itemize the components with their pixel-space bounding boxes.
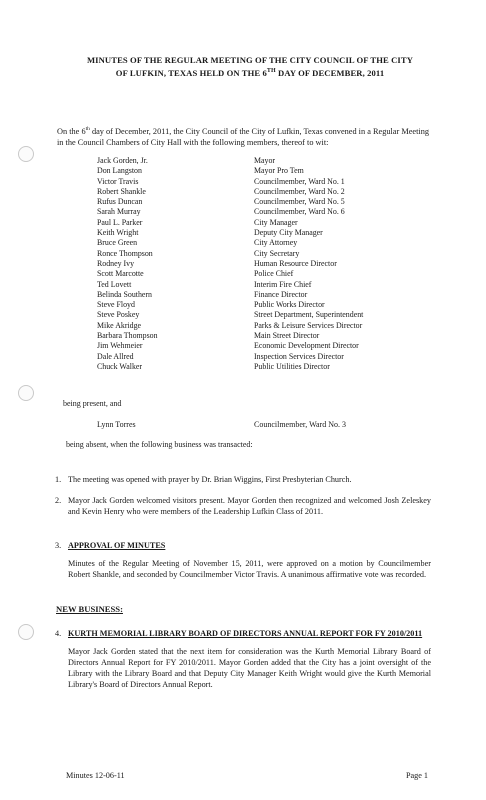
agenda-item-3 (55, 540, 431, 580)
member-title: Interim Fire Chief (254, 279, 312, 289)
item-number: 1. (55, 475, 62, 484)
title-line-1: MINUTES OF THE REGULAR MEETING OF THE CITY COUNCIL OF THE CITY (86, 55, 414, 65)
item-text: Mayor Jack Gorden stated that the next item for consideration was the Kurth Memorial Library Board of Directors Annual Report for FY 2010/2011. Mayor Gorden added that the City has a joint oversight of the Library with the Library Board and that Deputy City Manager Keith Wright would give the Kurth Memorial Library's Board of Directors Annual Report. (68, 647, 431, 689)
title-line-2 (60, 66, 440, 79)
member-name: Don Langston (97, 166, 142, 176)
member-title: Mayor (254, 156, 276, 165)
roster-row (97, 310, 427, 320)
item-text: Mayor Jack Gorden welcomed visitors present. Mayor Gorden then recognized and welcomed Josh Zeleskey and Kevin Henry who were members of the Leadership Lufkin Class of 2011. (68, 496, 431, 516)
member-title: Deputy City Manager (254, 228, 323, 238)
member-name: Keith Wright (97, 228, 139, 238)
item-heading: KURTH MEMORIAL LIBRARY BOARD OF DIRECTORS ANNUAL REPORT FOR FY 2010/2011 (68, 629, 423, 638)
member-title: Main Street Director (254, 331, 320, 341)
item-number: 4. (55, 629, 62, 638)
member-name: Scott Marcotte (97, 269, 144, 279)
item-text: The meeting was opened with prayer by Dr. Brian Wiggins, First Presbyterian Church. (68, 475, 352, 484)
member-title: Human Resource Director (254, 258, 337, 268)
item-heading: APPROVAL OF MINUTES (68, 541, 166, 550)
member-title: City Attorney (254, 238, 298, 248)
item-text: Minutes of the Regular Meeting of November 15, 2011, were approved on a motion by Councilmember Robert Shankle, and seconded by Councilmember Victor Travis. A unanimous affirmative vote was recorded. (68, 559, 431, 579)
agenda-item-4 (55, 628, 431, 690)
member-title: Councilmember, Ward No. 2 (254, 186, 345, 196)
member-name: Belinda Southern (97, 289, 153, 299)
item-number: 3. (55, 541, 62, 550)
roster-row (97, 321, 427, 331)
member-title: Police Chief (254, 269, 294, 279)
member-title: Councilmember, Ward No. 1 (254, 176, 345, 186)
member-name: Robert Shankle (97, 186, 146, 196)
roster-row (97, 187, 427, 197)
document-title (60, 55, 440, 79)
item-number: 2. (55, 496, 62, 505)
member-name: Jack Gorden, Jr. (97, 156, 148, 165)
member-title: City Secretary (254, 248, 300, 258)
new-business-heading: NEW BUSINESS: (56, 604, 123, 614)
title-line-2-sup: TH (266, 68, 276, 74)
roster-row (97, 249, 427, 259)
roster-row (97, 269, 427, 279)
member-title: Councilmember, Ward No. 5 (254, 197, 345, 207)
punch-hole-middle (18, 385, 34, 401)
roster-row (97, 341, 427, 351)
intro-post: day of December, 2011, the City Council of the City of Lufkin, Texas convened in a Regular Meeting in the Council Chambers of City Hall with the following members, thereof to wit: (57, 126, 429, 147)
roster-row (97, 166, 427, 176)
roster-row (97, 238, 427, 248)
member-name: Ted Lovett (97, 279, 132, 289)
member-title: Inspection Services Director (254, 351, 344, 361)
roster-row (97, 177, 427, 187)
roster-row (97, 352, 427, 362)
member-title: Councilmember, Ward No. 6 (254, 207, 345, 217)
member-title: Parks & Leisure Services Director (254, 320, 363, 330)
roster-row (97, 156, 427, 166)
member-name: Barbara Thompson (97, 331, 158, 341)
member-name: Bruce Green (97, 238, 138, 248)
roster-row (97, 218, 427, 228)
member-title: Public Utilities Director (254, 361, 330, 371)
member-name: Rufus Duncan (97, 197, 143, 207)
roster-row (97, 331, 427, 341)
member-name: Chuck Walker (97, 361, 143, 371)
present-label: being present, and (63, 399, 122, 408)
roster-row (97, 280, 427, 290)
member-name: Paul L. Parker (97, 217, 143, 227)
member-name: Steve Floyd (97, 300, 135, 310)
roster-row (97, 197, 427, 207)
member-name: Sarah Murray (97, 207, 141, 217)
agenda-item-1 (55, 474, 431, 485)
roster-row (97, 259, 427, 269)
title-line-2-pre: OF LUFKIN, TEXAS HELD ON THE 6 (115, 67, 267, 78)
absent-member-name: Lynn Torres (97, 420, 136, 429)
punch-hole-bottom (18, 624, 34, 640)
member-name: Dale Allred (97, 351, 134, 361)
member-title: City Manager (254, 217, 298, 227)
member-name: Victor Travis (97, 176, 139, 186)
absent-member-title: Councilmember, Ward No. 3 (254, 420, 346, 429)
roster-row (97, 228, 427, 238)
roster-row (97, 207, 427, 217)
member-name: Steve Poskey (97, 310, 140, 320)
footer-page-number: Page 1 (405, 771, 428, 780)
member-title: Public Works Director (254, 300, 325, 310)
roster-row (97, 290, 427, 300)
roster-row (97, 362, 427, 372)
member-name: Mike Akridge (97, 320, 142, 330)
member-name: Jim Wehmeier (97, 341, 143, 351)
absent-label: being absent, when the following business was transacted: (66, 440, 253, 449)
member-title: Street Department, Superintendent (254, 310, 364, 320)
title-line-2-post: DAY OF DECEMBER, 2011 (275, 67, 385, 78)
intro-pre: On the 6 (57, 126, 86, 136)
attendance-roster (97, 156, 427, 372)
member-title: Finance Director (254, 289, 308, 299)
member-title: Economic Development Director (254, 341, 359, 351)
intro-paragraph (57, 124, 429, 148)
member-name: Rodney Ivy (97, 258, 135, 268)
punch-hole-top (18, 146, 34, 162)
member-title: Mayor Pro Tem (254, 166, 304, 176)
agenda-item-2 (55, 495, 431, 517)
roster-row (97, 300, 427, 310)
intro-sup: th (85, 126, 90, 132)
member-name: Ronce Thompson (97, 248, 153, 258)
footer-minutes-date: Minutes 12-06-11 (66, 771, 125, 780)
